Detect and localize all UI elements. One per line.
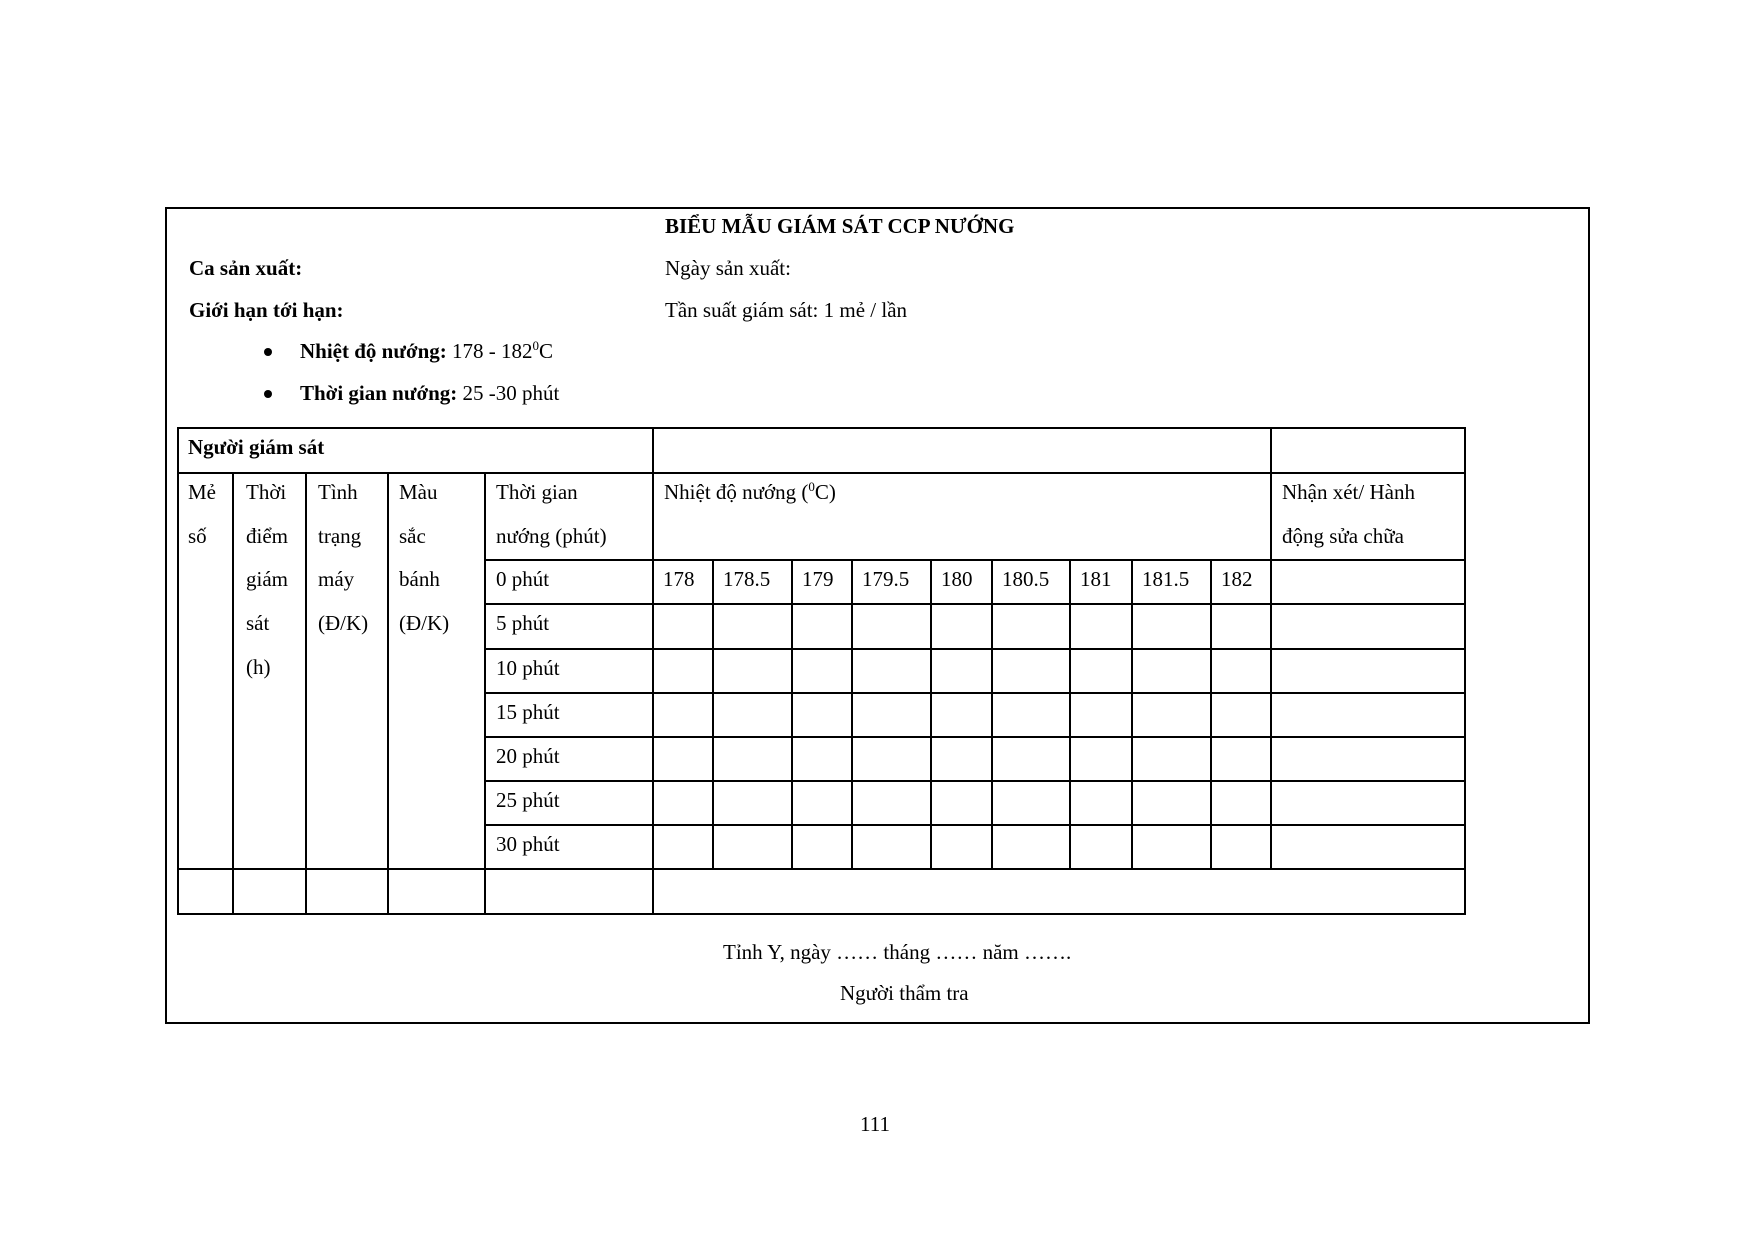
header-line: giám [246, 567, 288, 592]
temperature-cell[interactable] [793, 738, 851, 780]
temperature-cell[interactable] [853, 650, 930, 692]
limit-temperature [300, 338, 554, 363]
header-line: (h) [246, 654, 271, 679]
remarks-cell[interactable] [1272, 782, 1464, 824]
header-line: Thời [246, 480, 287, 504]
temperature-cell[interactable] [932, 782, 991, 824]
temperature-cell[interactable] [1071, 694, 1131, 736]
limit-temperature-unit: C [539, 339, 554, 363]
table-rule [484, 692, 1466, 694]
temperature-cell[interactable] [1071, 738, 1131, 780]
table-rule [484, 648, 1466, 650]
temperature-cell[interactable] [654, 782, 712, 824]
temperature-cell[interactable] [932, 738, 991, 780]
limit-temperature-value: 178 - 182 [452, 339, 533, 363]
temperature-180: 180 [941, 567, 973, 591]
header-line: Tình [318, 480, 358, 504]
temperature-178-5: 178.5 [723, 567, 771, 591]
table-rule [177, 913, 1466, 915]
table-rule [930, 559, 932, 870]
verifier-label: Người thẩm tra [840, 981, 969, 1005]
temperature-cell[interactable] [1212, 782, 1270, 824]
temperature-cell[interactable] [793, 694, 851, 736]
temperature-cell[interactable] [993, 826, 1069, 868]
temperature-cell[interactable] [654, 694, 712, 736]
degree-sup: 0 [808, 479, 815, 494]
temperature-cell[interactable] [932, 694, 991, 736]
header-line: sát [246, 611, 270, 636]
temperature-cell[interactable] [853, 782, 930, 824]
table-rule [1464, 427, 1466, 915]
temperature-cell[interactable] [793, 826, 851, 868]
header-bake-temperature [664, 479, 836, 504]
table-rule [387, 472, 389, 915]
temperature-181: 181 [1080, 567, 1112, 591]
time-row-label: 0 phút [496, 567, 550, 591]
temperature-cell[interactable] [853, 738, 930, 780]
temperature-182: 182 [1221, 567, 1253, 591]
header-line: máy [318, 567, 355, 592]
time-row-label: 5 phút [496, 611, 550, 635]
temperature-cell[interactable] [793, 605, 851, 648]
header-line: số [188, 523, 207, 548]
temperature-cell[interactable] [654, 650, 712, 692]
monitoring-frequency: Tần suất giám sát: 1 mẻ / lần [665, 298, 908, 322]
table-rule [177, 472, 1466, 474]
temperature-cell[interactable] [654, 738, 712, 780]
place-date-line: Tỉnh Y, ngày …… tháng …… năm ……. [723, 940, 1072, 964]
shift-label: Ca sản xuất: [189, 256, 303, 280]
header-line: Mẻ [188, 480, 216, 504]
table-rule [791, 559, 793, 870]
header-line: sắc [399, 523, 426, 548]
temperature-cell[interactable] [1133, 738, 1210, 780]
temperature-178: 178 [663, 567, 695, 591]
temperature-cell[interactable] [932, 826, 991, 868]
critical-limits-label: Giới hạn tới hạn: [189, 298, 344, 322]
header-line: trạng [318, 523, 362, 548]
page-number: 111 [860, 1112, 890, 1136]
temperature-cell[interactable] [993, 782, 1069, 824]
table-rule [484, 603, 1466, 605]
form-title: BIỂU MẪU GIÁM SÁT CCP NƯỚNG [665, 214, 1015, 238]
temperature-cell[interactable] [1212, 650, 1270, 692]
limit-time-value: 25 -30 phút [462, 381, 560, 405]
temperature-179-5: 179.5 [862, 567, 910, 591]
temperature-cell[interactable] [1133, 782, 1210, 824]
supervisor-label: Người giám sát [188, 435, 325, 459]
temperature-cell[interactable] [1071, 605, 1131, 648]
temperature-cell[interactable] [1133, 650, 1210, 692]
temperature-cell[interactable] [714, 826, 791, 868]
time-row-label: 10 phút [496, 656, 560, 680]
temperature-cell[interactable] [932, 650, 991, 692]
table-rule [1210, 559, 1212, 870]
bullet-icon [264, 390, 272, 398]
temperature-cell[interactable] [1071, 782, 1131, 824]
table-rule [484, 559, 1466, 561]
temperature-cell[interactable] [714, 738, 791, 780]
table-rule [991, 559, 993, 870]
temperature-180-5: 180.5 [1002, 567, 1050, 591]
temperature-cell[interactable] [714, 782, 791, 824]
table-rule [305, 472, 307, 915]
temperature-cell[interactable] [1071, 650, 1131, 692]
temperature-cell[interactable] [793, 782, 851, 824]
table-rule [484, 824, 1466, 826]
remarks-cell[interactable] [1272, 605, 1464, 648]
header-line: động sửa chữa [1282, 523, 1404, 548]
temperature-cell[interactable] [993, 605, 1069, 648]
temperature-cell[interactable] [1212, 694, 1270, 736]
remarks-cell[interactable] [1272, 738, 1464, 780]
temperature-cell[interactable] [853, 694, 930, 736]
remarks-cell[interactable] [1272, 650, 1464, 692]
temperature-cell[interactable] [654, 605, 712, 648]
time-row-label: 30 phút [496, 832, 560, 856]
header-bake-temperature-prefix: Nhiệt độ nướng ( [664, 480, 809, 504]
production-date-label: Ngày sản xuất: [665, 256, 791, 280]
table-rule [484, 736, 1466, 738]
table-rule [1131, 559, 1133, 870]
header-line: điểm [246, 523, 288, 548]
bullet-icon [264, 348, 272, 356]
time-row-label: 15 phút [496, 700, 560, 724]
remarks-cell[interactable] [1272, 694, 1464, 736]
header-line: Màu [399, 480, 438, 504]
temperature-cell[interactable] [1212, 826, 1270, 868]
temperature-cell[interactable] [714, 650, 791, 692]
temperature-cell[interactable] [932, 605, 991, 648]
table-rule [851, 559, 853, 870]
temperature-cell[interactable] [714, 605, 791, 648]
temperature-cell[interactable] [1212, 738, 1270, 780]
temperature-cell[interactable] [654, 826, 712, 868]
temperature-cell[interactable] [993, 738, 1069, 780]
table-rule [1270, 427, 1272, 870]
header-line: Nhận xét/ Hành [1282, 480, 1415, 504]
table-rule [177, 427, 179, 915]
limit-time-label: Thời gian nướng: [300, 381, 458, 405]
header-line: nướng (phút) [496, 523, 607, 548]
table-rule [177, 868, 1466, 870]
time-row-label: 25 phút [496, 788, 560, 812]
temperature-cell[interactable] [1133, 605, 1210, 648]
temperature-cell[interactable] [993, 694, 1069, 736]
temperature-cell[interactable] [993, 650, 1069, 692]
table-rule [232, 472, 234, 915]
header-bake-temperature-suffix: C) [814, 480, 836, 504]
temperature-cell[interactable] [793, 650, 851, 692]
temperature-cell[interactable] [853, 826, 930, 868]
table-rule [1069, 559, 1071, 870]
temperature-181-5: 181.5 [1142, 567, 1190, 591]
limit-temperature-label: Nhiệt độ nướng: [300, 339, 447, 363]
temperature-cell[interactable] [1133, 694, 1210, 736]
remarks-cell[interactable] [1272, 826, 1464, 868]
limit-time [300, 383, 559, 404]
table-rule [652, 427, 654, 915]
time-row-label: 20 phút [496, 744, 560, 768]
degree-sup: 0 [532, 338, 540, 353]
temperature-cell[interactable] [714, 694, 791, 736]
table-rule [177, 427, 1466, 429]
temperature-cell[interactable] [853, 605, 930, 648]
table-rule [712, 559, 714, 870]
temperature-cell[interactable] [1071, 826, 1131, 868]
header-line: Thời gian [496, 480, 578, 504]
temperature-cell[interactable] [1212, 605, 1270, 648]
temperature-cell[interactable] [1133, 826, 1210, 868]
header-line: (Đ/K) [399, 611, 450, 636]
header-line: bánh [399, 567, 440, 592]
temperature-179: 179 [802, 567, 834, 591]
table-rule [484, 780, 1466, 782]
table-rule [484, 472, 486, 915]
header-line: (Đ/K) [318, 611, 369, 636]
